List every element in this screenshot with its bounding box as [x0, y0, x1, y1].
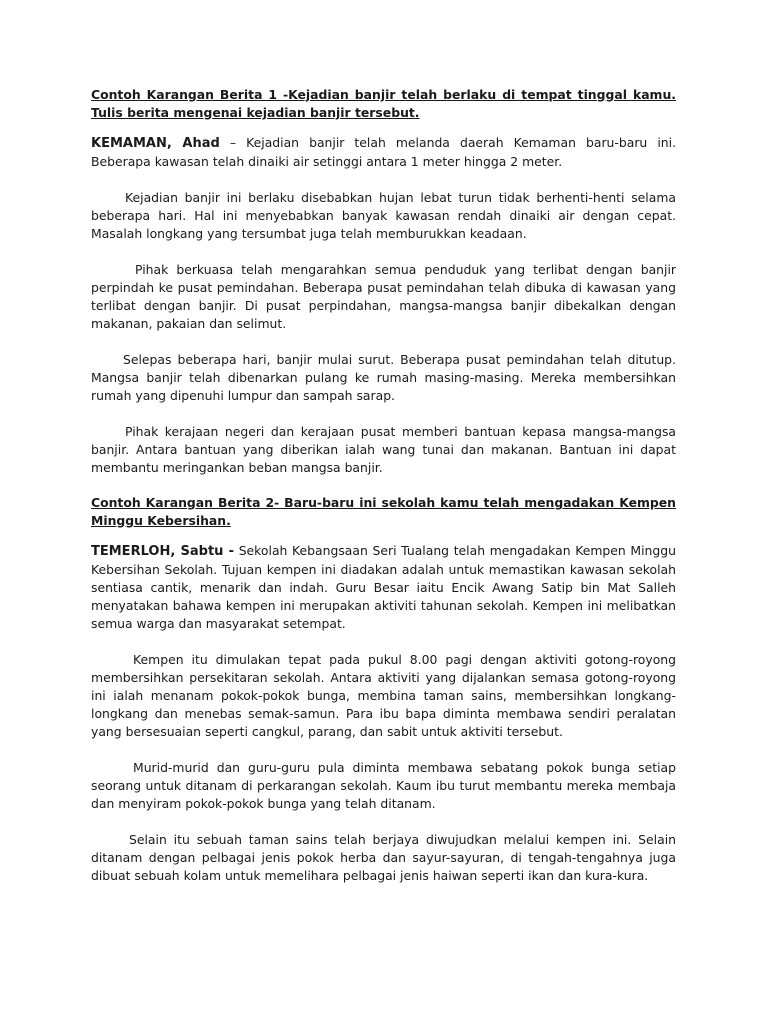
- story1-paragraph-5: Pihak kerajaan negeri dan kerajaan pusat memberi bantuan kepasa mangsa-mangsa banjir. Antara bantuan yang diberikan ialah wang tunai dan makanan. Bantuan ini dapat membantu meringankan beban mangsa banjir.: [91, 424, 676, 475]
- story1-heading: Contoh Karangan Berita 1 -Kejadian banjir telah berlaku di tempat tinggal kamu. Tulis berita mengenai kejadian banjir tersebut.: [91, 87, 676, 120]
- story1-paragraph-3: Pihak berkuasa telah mengarahkan semua penduduk yang terlibat dengan banjir perpindah ke pusat pemindahan. Beberapa pusat pemindahan telah dibuka di kawasan yang terlibat dengan banjir. Di pusat perpindahan, mangsa-mangsa banjir dibekalkan dengan makanan, pakaian dan selimut.: [91, 262, 676, 331]
- story2-paragraph-2: Kempen itu dimulakan tepat pada pukul 8.00 pagi dengan aktiviti gotong-royong membersihkan persekitaran sekolah. Antara aktiviti yang dijalankan semasa gotong-royong ini ialah menanam pokok-pokok bunga, membina taman sains, membersihkan longkang-longkang dan menebas semak-samun. Para ibu bapa diminta membawa sendiri peralatan yang bersesuaian seperti cangkul, parang, dan sabit untuk aktiviti tersebut.: [91, 652, 676, 739]
- story1-paragraph-2: Kejadian banjir ini berlaku disebabkan hujan lebat turun tidak berhenti-henti selama beberapa hari. Hal ini menyebabkan banyak kawasan rendah dinaiki air dengan cepat. Masalah longkang yang tersumbat juga telah memburukkan keadaan.: [91, 190, 676, 241]
- story2-paragraph-4: Selain itu sebuah taman sains telah berjaya diwujudkan melalui kempen ini. Selain ditanam dengan pelbagai jenis pokok herba dan sayur-sayuran, di tengah-tengahnya juga dibuat sebuah kolam untuk memelihara pelbagai jenis haiwan seperti ikan dan kura-kura.: [91, 832, 676, 883]
- story2-lead-paragraph: [91, 542, 676, 633]
- story1-dateline: KEMAMAN, Ahad: [91, 136, 220, 151]
- story2-heading: Contoh Karangan Berita 2- Baru-baru ini sekolah kamu telah mengadakan Kempen Minggu Kebersihan.: [91, 495, 676, 528]
- story1-lead-text: – Kejadian banjir telah melanda daerah Kemaman baru-baru ini. Beberapa kawasan telah dinaiki air setinggi antara 1 meter hingga 2 meter.: [91, 135, 677, 169]
- story2-dateline: TEMERLOH, Sabtu -: [91, 544, 235, 559]
- story1-paragraph-4: Selepas beberapa hari, banjir mulai surut. Beberapa pusat pemindahan telah ditutup. Mangsa banjir telah dibenarkan pulang ke rumah masing-masing. Mereka membersihkan rumah yang dipenuhi lumpur dan sampah sarap.: [91, 352, 676, 403]
- story2-paragraph-3: Murid-murid dan guru-guru pula diminta membawa sebatang pokok bunga setiap seorang untuk ditanam di perkarangan sekolah. Kaum ibu turut membantu mereka membaja dan menyiram pokok-pokok bunga yang telah ditanam.: [91, 760, 676, 811]
- story1-lead-paragraph: [91, 134, 676, 171]
- story2-lead-text: Sekolah Kebangsaan Seri Tualang telah mengadakan Kempen Minggu Kebersihan Sekolah. Tujuan kempen ini diadakan adalah untuk memastikan kawasan sekolah sentiasa cantik, menarik dan indah. Guru Besar iaitu Encik Awang Satip bin Mat Salleh menyatakan bahawa kempen ini merupakan aktiviti tahunan sekolah. Kempen ini melibatkan semua warga dan masyarakat setempat.: [91, 543, 676, 631]
- document-page: [91, 86, 676, 885]
